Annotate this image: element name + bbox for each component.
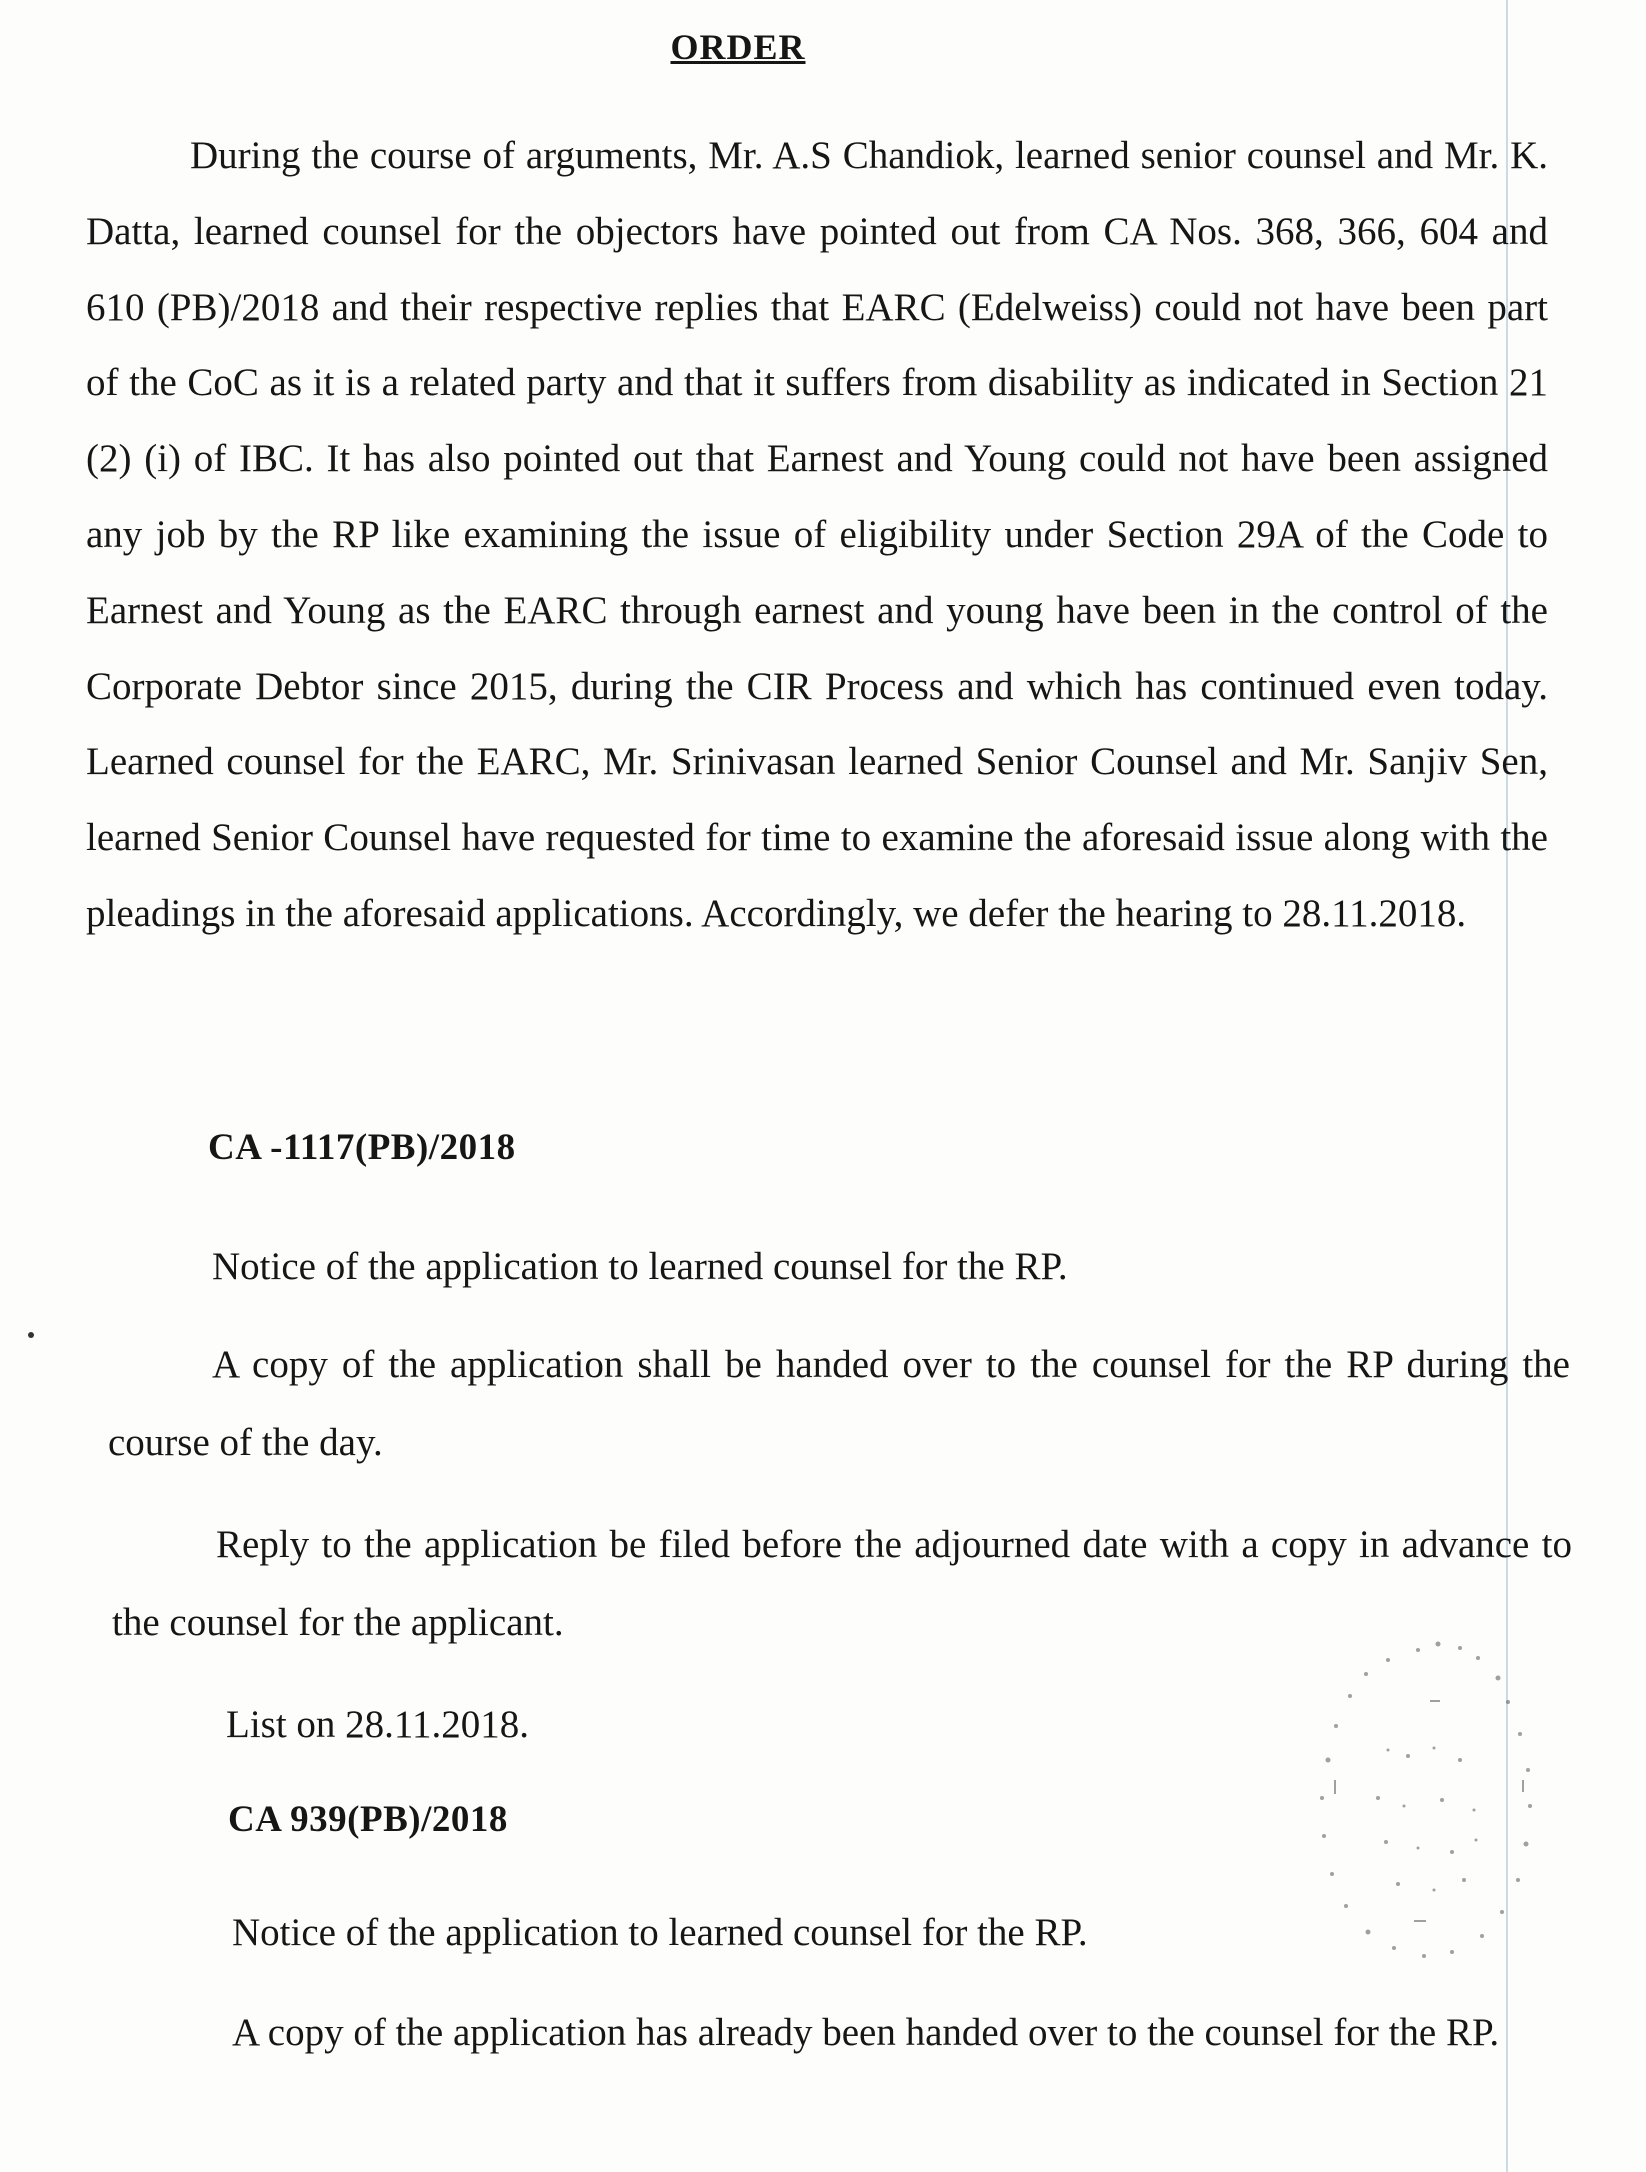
section-heading-ca-1117: CA -1117(PB)/2018 (208, 1127, 516, 1168)
intro-paragraph: During the course of arguments, Mr. A.S Chandiok, learned senior counsel and Mr. K. Datta, learned counsel for the objectors have pointed out from CA Nos. 368, 366, 604 and 610 (PB)/2018 and their respective replies that EARC (Edelweiss) could not have been part of the CoC as it is a related party and that it suffers from disability as indicated in Section 21 (2) (i) of IBC. It has also pointed out that Earnest and Young could not have been assigned any job by the RP like examining the issue of eligibility under Section 29A of the Code to Earnest and Young as the EARC through earnest and young have been in the control of the Corporate Debtor since 2015, during the CIR Process and which has continued even today. Learned counsel for the EARC, Mr. Srinivasan learned Senior Counsel and Mr. Sanjiv Sen, learned Senior Counsel have requested for time to examine the aforesaid issue along with the pleadings in the aforesaid applications. Accordingly, we defer the hearing to 28.11.2018. (86, 134, 1548, 935)
section-heading-ca-939: CA 939(PB)/2018 (228, 1799, 508, 1840)
faded-seal-stamp (1238, 1630, 1598, 2010)
order-title: ORDER (670, 27, 806, 67)
scan-speck (28, 1332, 34, 1338)
section2-notice: Notice of the application to learned counsel for the RP. (232, 1911, 1088, 1954)
section1-copy: A copy of the application shall be handed over to the counsel for the RP during the course of the day. (108, 1343, 1570, 1464)
section1-notice: Notice of the application to learned counsel for the RP. (212, 1245, 1068, 1288)
section2-copy: A copy of the application has already been handed over to the counsel for the RP. (232, 2011, 1500, 2054)
section1-reply: Reply to the application be filed before the adjourned date with a copy in advance to the counsel for the applicant. (112, 1523, 1572, 1644)
section1-list: List on 28.11.2018. (226, 1703, 529, 1746)
